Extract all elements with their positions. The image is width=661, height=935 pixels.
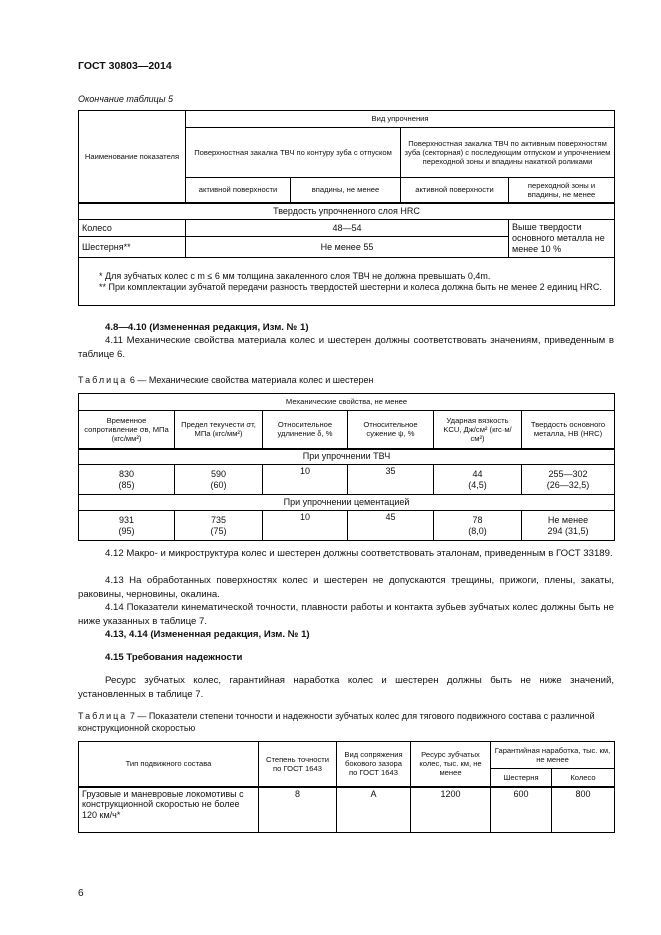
table6-section2: При упрочнении цементацией bbox=[79, 495, 615, 511]
table7-caption-label: Таблица bbox=[78, 711, 128, 721]
table6-cell: 830 (85) bbox=[79, 465, 175, 495]
table7-cell-type: Грузовые и маневровые локомотивы с конструкционной скоростью не более 120 км/ч* bbox=[79, 787, 259, 833]
heading-4-13: 4.13, 4.14 (Измененная редакция, Изм. № 1) bbox=[105, 629, 310, 640]
paragraph-4-15: Ресурс зубчатых колес, гарантийная наработка колес и шестерен должны быть не ниже значений, установленных в таблице 7. bbox=[78, 675, 614, 700]
table6-caption-text: 6 — Механические свойства материала колес и шестерен bbox=[129, 375, 374, 385]
table7-col-wheel: Колесо bbox=[552, 769, 615, 787]
table5-notes bbox=[79, 258, 615, 306]
table5-note2: ** При комплектации зубчатой передачи разность твердостей шестерни и колеса должна быть не менее 2 единиц HRC. bbox=[99, 281, 602, 292]
table7 bbox=[78, 741, 615, 833]
table-row bbox=[79, 787, 615, 833]
table6-col-impact: Ударная вязкость KCU, Дж/см² (кгс·м/см²) bbox=[434, 411, 522, 449]
paragraph-4-13: 4.13 На обработанных поверхностях колес и шестерен не допускаются трещины, прижоги, плены, закаты, раковины, черновины, окалина. bbox=[78, 575, 614, 600]
table7-col-accuracy: Степень точности по ГОСТ 1643 bbox=[259, 742, 337, 787]
table7-cell: А bbox=[337, 787, 411, 833]
page-number: 6 bbox=[78, 888, 84, 899]
table6 bbox=[78, 393, 615, 541]
table5-sub1: активной поверхности bbox=[186, 178, 291, 203]
table7-caption bbox=[78, 710, 614, 734]
table-row bbox=[79, 465, 615, 495]
table6-col-yield: Предел текучести σт, МПа (кгс/мм²) bbox=[175, 411, 263, 449]
table5-row2-value: Не менее 55 bbox=[186, 237, 509, 258]
table5-section: Твердость упрочненного слоя HRC bbox=[79, 203, 615, 220]
table7-col-warranty: Гарантийная наработка, тыс. км, не менее bbox=[491, 742, 615, 769]
paragraph-4-11: 4.11 Механические свойства материала колес и шестерен должны соответствовать значениям, приведенным в таблице 6. bbox=[78, 335, 614, 360]
table7-cell: 1200 bbox=[411, 787, 491, 833]
table6-col-tensile: Временное сопротивление σв, МПа (кгс/мм²) bbox=[79, 411, 175, 449]
table6-caption bbox=[78, 375, 374, 385]
table7-cell: 600 bbox=[491, 787, 552, 833]
table6-cell: 78 (8,0) bbox=[434, 511, 522, 541]
table6-cell: 735 (75) bbox=[175, 511, 263, 541]
table5-sub3: активной поверхности bbox=[401, 178, 509, 203]
table6-cell: Не менее 294 (31,5) bbox=[522, 511, 615, 541]
table5-type-header: Вид упрочнения bbox=[186, 111, 615, 128]
table6-col-reduction: Относительное сужение ψ, % bbox=[348, 411, 434, 449]
table5-side-note: Выше твердости основного металла не менее 10 % bbox=[509, 220, 615, 258]
table7-col-type: Тип подвижного состава bbox=[79, 742, 259, 787]
table6-cell: 255—302 (26—32,5) bbox=[522, 465, 615, 495]
table5-name-header: Наименование показателя bbox=[79, 111, 186, 203]
table6-group-header: Механические свойства, не менее bbox=[79, 394, 615, 411]
table5-row1-value: 48—54 bbox=[186, 220, 509, 237]
table5-sub2: впадины, не менее bbox=[291, 178, 401, 203]
table7-cell: 8 bbox=[259, 787, 337, 833]
table6-cell: 590 (60) bbox=[175, 465, 263, 495]
heading-4-15: 4.15 Требования надежности bbox=[105, 652, 243, 663]
table5-sub4: переходной зоны и впадины, не менее bbox=[509, 178, 615, 203]
table5-method1: Поверхностная закалка ТВЧ по контуру зуба с отпуском bbox=[186, 128, 401, 178]
table6-section1: При упрочнении ТВЧ bbox=[79, 449, 615, 465]
table6-cell: 10 bbox=[263, 465, 348, 495]
paragraph-4-14: 4.14 Показатели кинематической точности, плавности работы и контакта зубьев зубчатых колес должны быть не ниже указанных в таблице 7. bbox=[78, 602, 614, 627]
table5 bbox=[78, 110, 615, 306]
table7-col-resource: Ресурс зубчатых колес, тыс. км, не менее bbox=[411, 742, 491, 787]
table6-cell: 44 (4,5) bbox=[434, 465, 522, 495]
table6-caption-label: Таблица bbox=[78, 375, 128, 385]
table6-cell: 931 (95) bbox=[79, 511, 175, 541]
table7-col-backlash: Вид сопряжения бокового зазора по ГОСТ 1643 bbox=[337, 742, 411, 787]
table7-col-pinion: Шестерня bbox=[491, 769, 552, 787]
table5-row1-name: Колесо bbox=[79, 220, 186, 237]
table6-cell: 35 bbox=[348, 465, 434, 495]
table6-col-hardness: Твердость основного металла, HB (HRC) bbox=[522, 411, 615, 449]
table5-method2: Поверхностная закалка ТВЧ по активным поверхностям зуба (секторная) с последующим отпуском и упрочнением переходной зоны и впадины накаткой роликами bbox=[401, 128, 615, 178]
table6-cell: 45 bbox=[348, 511, 434, 541]
table5-row2-name: Шестерня** bbox=[79, 237, 186, 258]
table6-col-elongation: Относительное удлинение δ, % bbox=[263, 411, 348, 449]
table6-cell: 10 bbox=[263, 511, 348, 541]
table7-cell: 800 bbox=[552, 787, 615, 833]
document-header: ГОСТ 30803—2014 bbox=[78, 60, 172, 72]
table5-caption: Окончание таблицы 5 bbox=[78, 94, 173, 104]
table-row bbox=[79, 511, 615, 541]
table5-note1: * Для зубчатых колес с m ≤ 6 мм толщина закаленного слоя ТВЧ не должна превышать 0,4m. bbox=[99, 270, 491, 281]
heading-4-8: 4.8—4.10 (Измененная редакция, Изм. № 1) bbox=[105, 322, 309, 333]
table7-caption-text: 7 — Показатели степени точности и надежности зубчатых колес для тягового подвижного состава с различной конструкционной скоростью bbox=[78, 711, 595, 733]
paragraph-4-12: 4.12 Макро- и микроструктура колес и шестерен должны соответствовать эталонам, приведенным в ГОСТ 33189. bbox=[105, 548, 613, 559]
